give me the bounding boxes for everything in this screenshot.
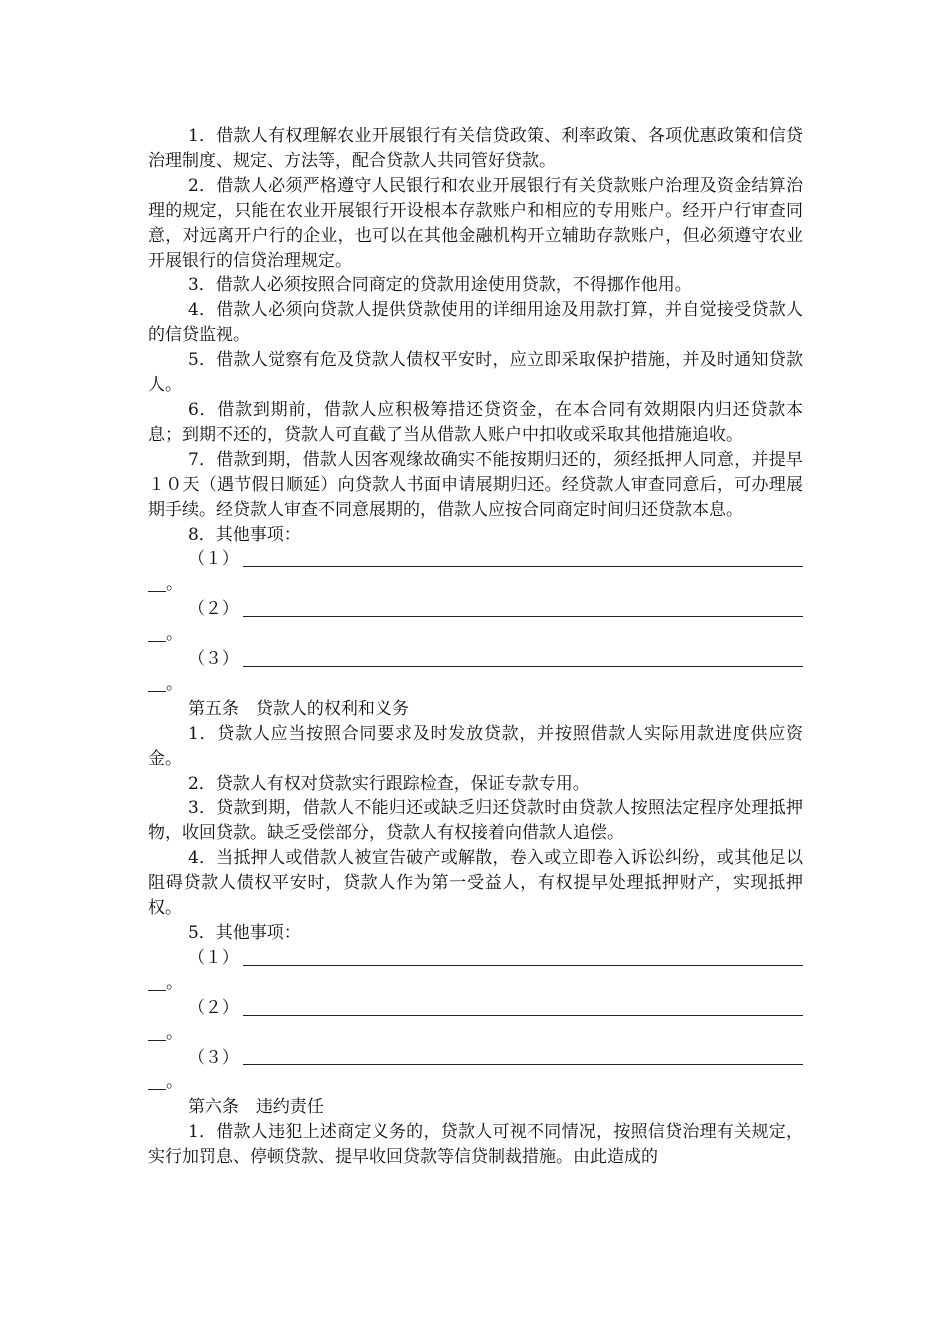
blank-end-mark: 。 [166, 972, 183, 993]
article4-item-3: 3．借款人必须按照合同商定的贷款用途使用贷款，不得挪作他用。 [187, 275, 692, 296]
article5-item-3: 3．贷款到期，借款人不能归还或缺乏归还贷款时由贷款人按照法定程序处理抵押物，收回贷款。缺乏受偿部分，贷款人有权接着向借款人追偿。 [148, 798, 803, 844]
article4-item-8: 8．其他事项： [187, 524, 301, 545]
blank-label: （２） [187, 997, 239, 1018]
fill-in-line [243, 947, 803, 966]
article5-item-5: 5．其他事项： [187, 923, 301, 943]
article5-heading: 第五条 贷款人的权利和义务 [187, 698, 409, 719]
fill-in-line-tail [148, 1071, 166, 1090]
article5-item-2: 2．贷款人有权对贷款实行跟踪检查，保证专款专用。 [187, 773, 590, 794]
blank-label: （１） [187, 549, 239, 570]
fill-in-line-tail [148, 623, 166, 642]
blank-end-mark: 。 [166, 624, 183, 645]
article4-item-6: 6．借款到期前，借款人应积极筹措还贷资金，在本合同有效期限内归还贷款本息；到期不还的，贷款人可直截了当从借款人账户中扣收或采取其他措施追收。 [148, 399, 803, 445]
fill-in-line-tail [148, 1022, 166, 1041]
article5-blank-2 [148, 996, 803, 1046]
article5-blank-3 [148, 1046, 803, 1096]
contract-page [148, 124, 803, 1170]
fill-in-line-tail [148, 573, 166, 592]
fill-in-line [243, 598, 803, 617]
article5-item-1: 1．贷款人应当按照合同要求及时发放贷款，并按照借款人实际用款进度供应资金。 [148, 723, 803, 769]
blank-label: （１） [187, 947, 239, 968]
fill-in-line [243, 997, 803, 1016]
article5-blank-1 [148, 946, 803, 996]
article4-item-4: 4．借款人必须向贷款人提供贷款使用的详细用途及用款打算，并自觉接受贷款人的信贷监视。 [148, 300, 803, 346]
article4-item-5: 5．借款人觉察有危及贷款人债权平安时，应立即采取保护措施，并及时通知贷款人。 [148, 350, 803, 396]
article4-blank-1 [148, 547, 803, 597]
article4-blank-2 [148, 597, 803, 647]
blank-end-mark: 。 [166, 574, 183, 595]
blank-end-mark: 。 [166, 673, 183, 694]
article6-item-1: 1．借款人违犯上述商定义务的，贷款人可视不同情况，按照信贷治理有关规定，实行加罚息、停顿贷款、提早收回贷款等信贷制裁措施。由此造成的 [148, 1122, 803, 1168]
article4-blank-3 [148, 647, 803, 697]
fill-in-line [243, 1046, 803, 1065]
blank-label: （３） [187, 649, 239, 670]
article4-item-7: 7．借款到期，借款人因客观缘故确实不能按期归还的，须经抵押人同意，并提早１０天（遇节假日顺延）向贷款人书面申请展期归还。经贷款人审查同意后，可办理展期手续。经贷款人审查不同意展期的，借款人应按合同商定时间归还贷款本息。 [148, 449, 803, 520]
blank-label: （３） [187, 1047, 239, 1068]
article5-item-4: 4．当抵押人或借款人被宣告破产或解散，卷入或立即卷入诉讼纠纷，或其他足以阻碍贷款人债权平安时，贷款人作为第一受益人，有权提早处理抵押财产，实现抵押权。 [148, 848, 803, 919]
fill-in-line-tail [148, 972, 166, 991]
article4-item-2: 2．借款人必须严格遵守人民银行和农业开展银行有关贷款账户治理及资金结算治理的规定，只能在农业开展银行开设根本存款账户和相应的专用账户。经开户行审查同意，对远离开户行的企业，也可以在其他金融机构开立辅助存款账户，但必须遵守农业开展银行的信贷治理规定。 [148, 175, 803, 271]
article6-heading: 第六条 违约责任 [187, 1097, 324, 1118]
fill-in-line-tail [148, 673, 166, 692]
blank-end-mark: 。 [166, 1072, 183, 1093]
fill-in-line [243, 548, 803, 567]
blank-label: （２） [187, 599, 239, 620]
blank-end-mark: 。 [166, 1022, 183, 1043]
article4-item-1: 1．借款人有权理解农业开展银行有关信贷政策、利率政策、各项优惠政策和信贷治理制度、规定、方法等，配合贷款人共同管好贷款。 [148, 126, 803, 171]
fill-in-line [243, 648, 803, 667]
